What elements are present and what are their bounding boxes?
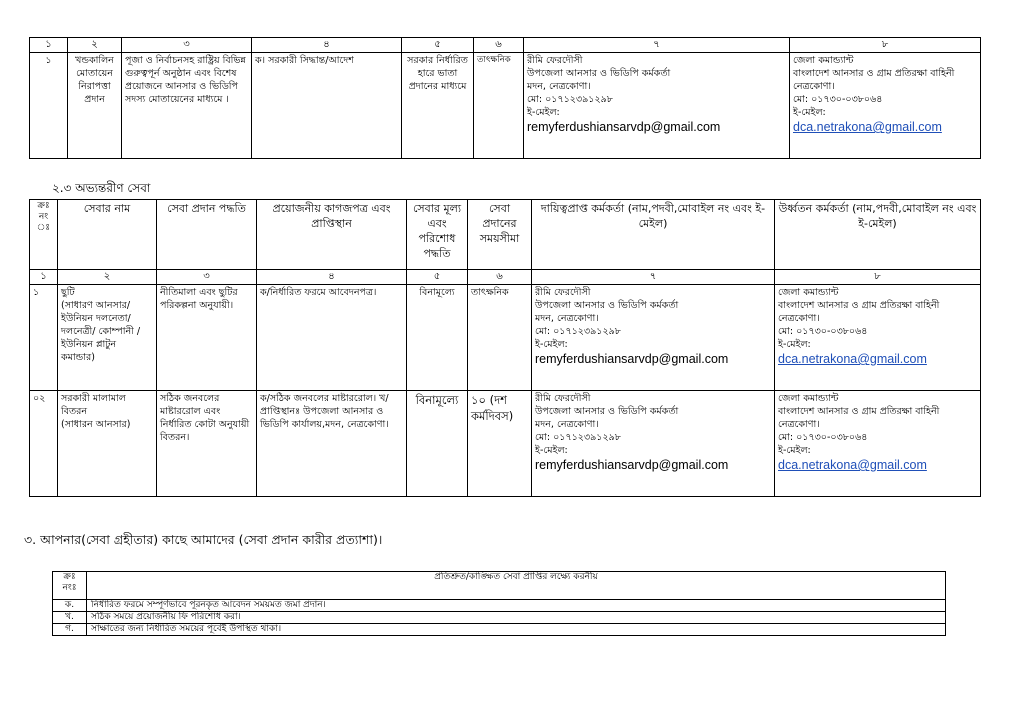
service-name-title: ছুটি [61,287,75,298]
col-number: ৭ [524,38,790,53]
table-row [53,600,946,612]
officer-title: উপজেলা আনসার ও ভিডিপি কর্মকর্তা [535,406,679,417]
officer-email: remyferdushiansarvdp@gmail.com [535,352,729,366]
header-fee: সেবার মূল্য এবং পরিশোধ পদ্ধতি [407,200,468,270]
officer-email: remyferdushiansarvdp@gmail.com [535,458,729,472]
header-documents: প্রয়োজনীয় কাগজপত্র এবং প্রাপ্তিস্থান [257,200,407,270]
officer-cell [524,53,790,159]
documents-cell: ক। সরকারী সিদ্ধান্ত/আদেশ [252,53,402,159]
service-name-detail: (সাধারণ আনসার/ইউনিয়ন দলনেতা/দলনেত্রী/ কোম্পানী /ইউনিয়ন প্লাটুন কমান্ডার) [61,300,141,363]
col-number: ৬ [474,38,524,53]
serial-cell: ক. [53,600,87,612]
officer-cell [532,391,775,497]
service-method-cell: সঠিক জনবলের মাষ্টাররোল এবং নির্ধারিত কোটা অনুযায়ী বিতরন। [157,391,257,497]
top-service-table [29,37,981,159]
col-number: ৫ [402,38,474,53]
expectation-cell: সঠিক সময়ে প্রয়োজনীয় ফি পরিশোধ করা। [87,612,946,624]
supervisor-email-label: ই-মেইল: [778,445,811,456]
header-serial: ক্রঃ নংঃ [53,572,87,600]
service-name-cell [58,285,157,391]
header-time: সেবা প্রদানের সময়সীমা [468,200,532,270]
officer-email-label: ই-মেইল: [535,445,568,456]
officer-address: মদন, নেত্রকোণা। [535,419,599,430]
col-number: ৫ [407,270,468,285]
header-officer: দায়িত্বপ্রাপ্ত কর্মকর্তা (নাম,পদবী,মোবাইল নং এবং ই-মেইল) [532,200,775,270]
officer-phone: মো: ০১৭১২৩৯১২৯৮ [527,94,613,105]
col-number: ৭ [532,270,775,285]
time-limit-cell: তাৎক্ষনিক [474,53,524,159]
supervisor-email-link[interactable]: dca.netrakona@gmail.com [793,120,942,134]
officer-cell [532,285,775,391]
supervisor-phone: মো: ০১৭৩০-০৩৮০৬৪ [793,94,883,105]
supervisor-title: জেলা কমান্ড্যান্ট [778,393,839,404]
expectations-table [52,571,946,636]
time-limit-cell: তাৎক্ষনিক [468,285,532,391]
officer-address: মদন, নেত্রকোণা। [527,81,591,92]
officer-name: রীমি ফেরদৌসী [535,393,591,404]
col-number: ৮ [790,38,981,53]
documents-cell: ক/সঠিক জনবলের মাষ্টাররোল। খ/ প্রাপ্তিস্থানঃ উপজেলা আনসার ও ভিডিপি কার্যালয়,মদন, নেত্রকোণা। [257,391,407,497]
fee-cell: বিনামূল্যে [407,285,468,391]
supervisor-title: জেলা কমান্ড্যান্ট [793,55,854,66]
supervisor-phone: মো: ০১৭৩০-০৩৮০৬৪ [778,326,868,337]
officer-email-label: ই-মেইল: [527,107,560,118]
column-number-row [30,270,981,285]
col-number: ৩ [122,38,252,53]
supervisor-org: বাংলাদেশ আনসার ও গ্রাম প্রতিরক্ষা বাহিনী [778,406,940,417]
header-row [53,572,946,600]
service-name-cell [58,391,157,497]
service-name-title: সরকারী মালামাল বিতরন [61,393,126,417]
service-method-cell: পূজা ও নির্বাচনসহ রাষ্ট্রিয় বিভিন্ন গুরুত্বপূর্ন অনুষ্ঠান এবং বিশেষ প্রয়োজনে আনসার ও ভিডিপি সদস্য মোতায়েনের মাধ্যমে । [122,53,252,159]
header-expectation: প্রতিশ্রুত/কাঙ্ক্ষিত সেবা প্রাপ্তির লক্ষ্যে করনীয় [87,572,946,600]
serial-cell: খ. [53,612,87,624]
supervisor-org: বাংলাদেশ আনসার ও গ্রাম প্রতিরক্ষা বাহিনী [793,68,955,79]
table-row [30,53,981,159]
col-number: ৪ [252,38,402,53]
officer-phone: মো: ০১৭১২৩৯১২৯৮ [535,326,621,337]
supervisor-org: বাংলাদেশ আনসার ও গ্রাম প্রতিরক্ষা বাহিনী [778,300,940,311]
supervisor-address: নেত্রকোণা। [778,419,820,430]
table-row [30,285,981,391]
supervisor-email-link[interactable]: dca.netrakona@gmail.com [778,458,927,472]
serial-cell: ০২ [30,391,58,497]
expectation-cell: সাক্ষাতের জন্য নির্ধারিত সময়ের পূর্বেই উপস্থিত থাকা। [87,624,946,636]
col-number: ৪ [257,270,407,285]
supervisor-cell [790,53,981,159]
internal-service-table [29,199,981,497]
table-row [30,391,981,497]
serial-cell: গ. [53,624,87,636]
column-number-row [30,38,981,53]
supervisor-cell [775,285,981,391]
supervisor-address: নেত্রকোণা। [778,313,820,324]
officer-title: উপজেলা আনসার ও ভিডিপি কর্মকর্তা [535,300,679,311]
time-limit-cell: ১০ (দশ কর্মদিবস) [468,391,532,497]
supervisor-cell [775,391,981,497]
col-number: ১ [30,270,58,285]
officer-email-label: ই-মেইল: [535,339,568,350]
service-method-cell: নীতিমালা এবং ছুটির পরিকল্পনা অনুযায়ী। [157,285,257,391]
header-service-name: সেবার নাম [58,200,157,270]
officer-name: রীমি ফেরদৌসী [535,287,591,298]
officer-name: রীমি ফেরদৌসী [527,55,583,66]
officer-email: remyferdushiansarvdp@gmail.com [527,120,721,134]
header-row [30,200,981,270]
fee-cell: সরকার নির্ধারিত হারে ভাতা প্রদানের মাধ্যমে [402,53,474,159]
officer-title: উপজেলা আনসার ও ভিডিপি কর্মকর্তা [527,68,671,79]
section-heading-expectations: ৩. আপনার(সেবা গ্রহীতার) কাছে আমাদের (সেবা প্রদান কারীর প্রত্যাশা)। [24,532,383,547]
documents-cell: ক/নির্ধারিত ফরমে আবেদনপত্র। [257,285,407,391]
col-number: ৮ [775,270,981,285]
col-number: ২ [68,38,122,53]
supervisor-email-label: ই-মেইল: [778,339,811,350]
service-name-cell: খন্ডকালিন মোতায়েন নিরাপত্তা প্রদান [68,53,122,159]
service-name-detail: (সাধারন আনসার) [61,419,131,430]
table-row [53,612,946,624]
supervisor-email-label: ই-মেইল: [793,107,826,118]
col-number: ১ [30,38,68,53]
table-row [53,624,946,636]
col-number: ৩ [157,270,257,285]
supervisor-address: নেত্রকোণা। [793,81,835,92]
supervisor-title: জেলা কমান্ড্যান্ট [778,287,839,298]
expectation-cell: নির্ধারিত ফরমে সম্পূর্ণভাবে পূরনকৃত আবেদন সময়মত জমা প্রদান। [87,600,946,612]
header-serial: ক্রঃ নং ঃ [30,200,58,270]
header-supervisor: উর্ধ্বতন কর্মকর্তা (নাম,পদবী,মোবাইল নং এবং ই-মেইল) [775,200,981,270]
officer-phone: মো: ০১৭১২৩৯১২৯৮ [535,432,621,443]
supervisor-phone: মো: ০১৭৩০-০৩৮০৬৪ [778,432,868,443]
col-number: ২ [58,270,157,285]
officer-address: মদন, নেত্রকোণা। [535,313,599,324]
supervisor-email-link[interactable]: dca.netrakona@gmail.com [778,352,927,366]
col-number: ৬ [468,270,532,285]
section-heading-internal-service: ২.৩ অভ্যন্তরীণ সেবা [52,181,151,195]
serial-cell: ১ [30,53,68,159]
fee-cell: বিনামূল্যে [407,391,468,497]
serial-cell: ১ [30,285,58,391]
header-method: সেবা প্রদান পদ্ধতি [157,200,257,270]
